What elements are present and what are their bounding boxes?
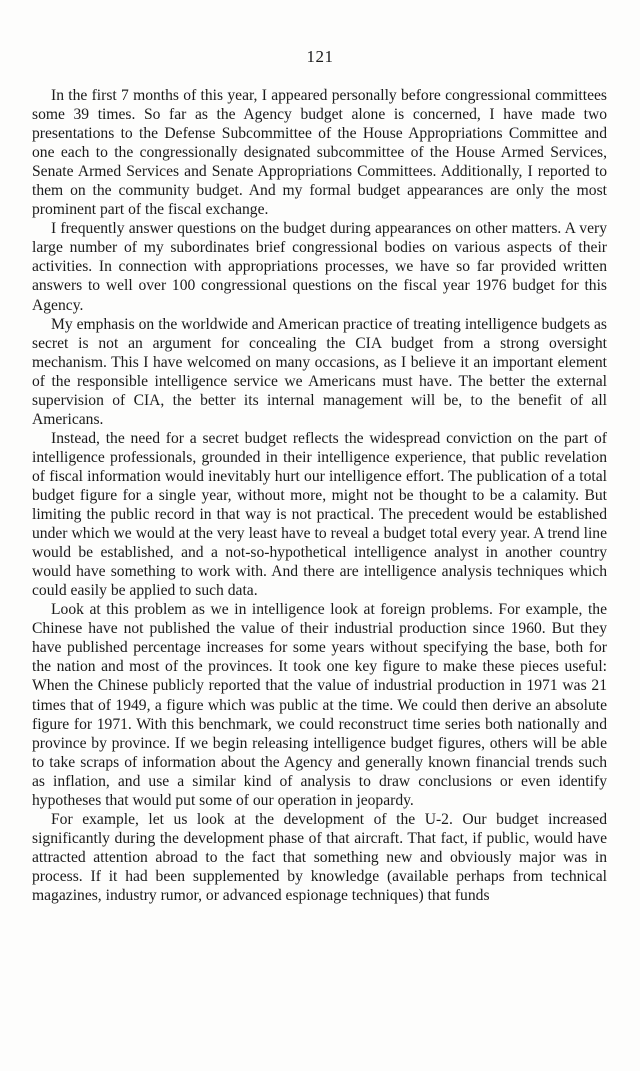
paragraph-1: In the first 7 months of this year, I appeared personally before congressional committees some 39 times. So far as the Agency budget alone is concerned, I have made two presentations to the Defense Subcommittee of the House Appropriations Committee and one each to the congressionally designated subcommittee of the House Armed Services, Senate Armed Services and Senate Appropriations Committees. Additionally, I reported to them on the community budget. And my formal budget appearances are only the most prominent part of the fiscal exchange. <box>32 87 607 219</box>
page-number: 121 <box>306 47 334 66</box>
paragraph-5: Look at this problem as we in intelligence look at foreign problems. For example, the Chinese have not published the value of their industrial production since 1960. But they have published percentage increases for some years without specifying the base, both for the nation and most of the provinces. It took one key figure to make these pieces useful: When the Chinese publicly reported that the value of industrial production in 1971 was 21 times that of 1949, a figure which was public at the time. We could then derive an absolute figure for 1971. With this benchmark, we could reconstruct time series both nationally and province by province. If we begin releasing intelligence budget figures, others will be able to take scraps of information about the Agency and generally known financial trends such as inflation, and use a similar kind of analysis to draw conclusions or even identify hypotheses that would put some of our operation in jeopardy. <box>32 601 607 809</box>
body-text <box>32 86 607 905</box>
paragraph-6: For example, let us look at the development of the U-2. Our budget increased significantly during the development phase of that aircraft. That fact, if public, would have attracted attention abroad to the fact that something new and obviously major was in process. If it had been supplemented by knowledge (available perhaps from technical magazines, industry rumor, or advanced espionage techniques) that funds <box>32 810 607 904</box>
paragraph-2: I frequently answer questions on the budget during appearances on other matters. A very large number of my subordinates brief congressional bodies on various aspects of their activities. In connection with appropriations processes, we have so far provided written answers to well over 100 congressional questions on the fiscal year 1976 budget for this Agency. <box>32 220 607 314</box>
paragraph-3: My emphasis on the worldwide and American practice of treating intelligence budgets as secret is not an argument for concealing the CIA budget from a strong oversight mechanism. This I have welcomed on many occasions, as I believe it an important element of the responsible intelligence service we Americans must have. The better the external supervision of CIA, the better its internal management will be, to the benefit of all Americans. <box>32 315 607 428</box>
paragraph-4: Instead, the need for a secret budget reflects the widespread conviction on the part of intelligence professionals, grounded in their intelligence experience, that public revelation of fiscal information would inevitably hurt our intelligence effort. The publication of a total budget figure for a single year, without more, might not be thought to be a calamity. But limiting the public record in that way is not practical. The precedent would be established under which we would at the very least have to reveal a budget total every year. A trend line would be established, and a not-so-hypothetical intelligence analyst in another country would have something to work with. And there are intelligence analysis techniques which could easily be applied to such data. <box>32 429 607 600</box>
